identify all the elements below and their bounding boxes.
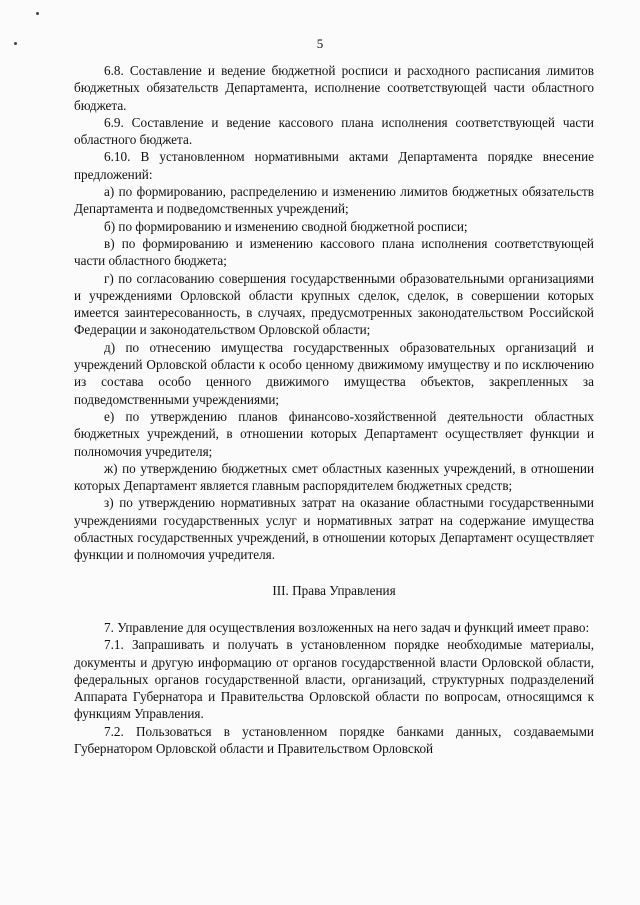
paragraph-7-1: 7.1. Запрашивать и получать в установленном порядке необходимые материалы, документы и другую информацию от органов государственной власти Орловской области, федеральных органов государственной власти, организаций, структурных подразделений Аппарата Губернатора и Правительства Орловской области по вопросам, относящимся к функциям Управления. <box>74 637 594 722</box>
paragraph-6-10-v: в) по формированию и изменению кассового плана исполнения соответствующей части областного бюджета; <box>74 235 594 269</box>
paragraph-6-9: 6.9. Составление и ведение кассового плана исполнения соответствующей части областного бюджета. <box>74 114 594 148</box>
document-body <box>74 62 594 757</box>
paragraph-6-8: 6.8. Составление и ведение бюджетной росписи и расходного расписания лимитов бюджетных обязательств Департамента, исполнение соответствующей части областного бюджета. <box>74 63 594 113</box>
paragraph-6-10-g: г) по согласованию совершения государственными образовательными организациями и учреждениями Орловской области крупных сделок, сделок, в совершении которых имеется заинтересованность, в случаях, предусмотренных законодательством Российской Федерации и законодательством Орловской области; <box>74 270 594 338</box>
paragraph-6-10-e: е) по утверждению планов финансово-хозяйственной деятельности областных бюджетных учреждений, в отношении которых Департамент осуществляет функции и полномочия учредителя; <box>74 408 594 459</box>
scan-speck <box>36 12 39 15</box>
page-number: 5 <box>316 36 324 51</box>
section-heading: III. Права Управления <box>272 582 396 598</box>
paragraph-6-10-zh: ж) по утверждению бюджетных смет областных казенных учреждений, в отношении которых Департамент является главным распорядителем бюджетных средств; <box>74 460 594 494</box>
paragraph-6-10: 6.10. В установленном нормативными актами Департамента порядке внесение предложений: <box>74 149 594 182</box>
paragraph-6-10-a: а) по формированию, распределению и изменению лимитов бюджетных обязательств Департамента и подведомственных учреждений; <box>74 184 594 217</box>
paragraph-6-10-z: з) по утверждению нормативных затрат на оказание областными государственными учреждениями государственных услуг и нормативных затрат на содержание имущества областных государственных учреждений, в отношении которых Департамент осуществляет функции и полномочия учредителя. <box>74 495 594 563</box>
paragraph-6-10-b: б) по формированию и изменению сводной бюджетной росписи; <box>104 218 468 234</box>
paragraph-6-10-d: д) по отнесению имущества государственных образовательных организаций и учреждений Орловской области к особо ценному движимому имуществу и по исключению из состава особо ценного движимого имущества объектов, закрепленных за подведомственными учреждениями; <box>74 339 594 407</box>
paragraph-7: 7. Управление для осуществления возложенных на него задач и функций имеет право: <box>104 619 590 635</box>
paragraph-7-2: 7.2. Пользоваться в установленном порядке банками данных, создаваемыми Губернатором Орловской области и Правительством Орловской <box>74 723 594 756</box>
